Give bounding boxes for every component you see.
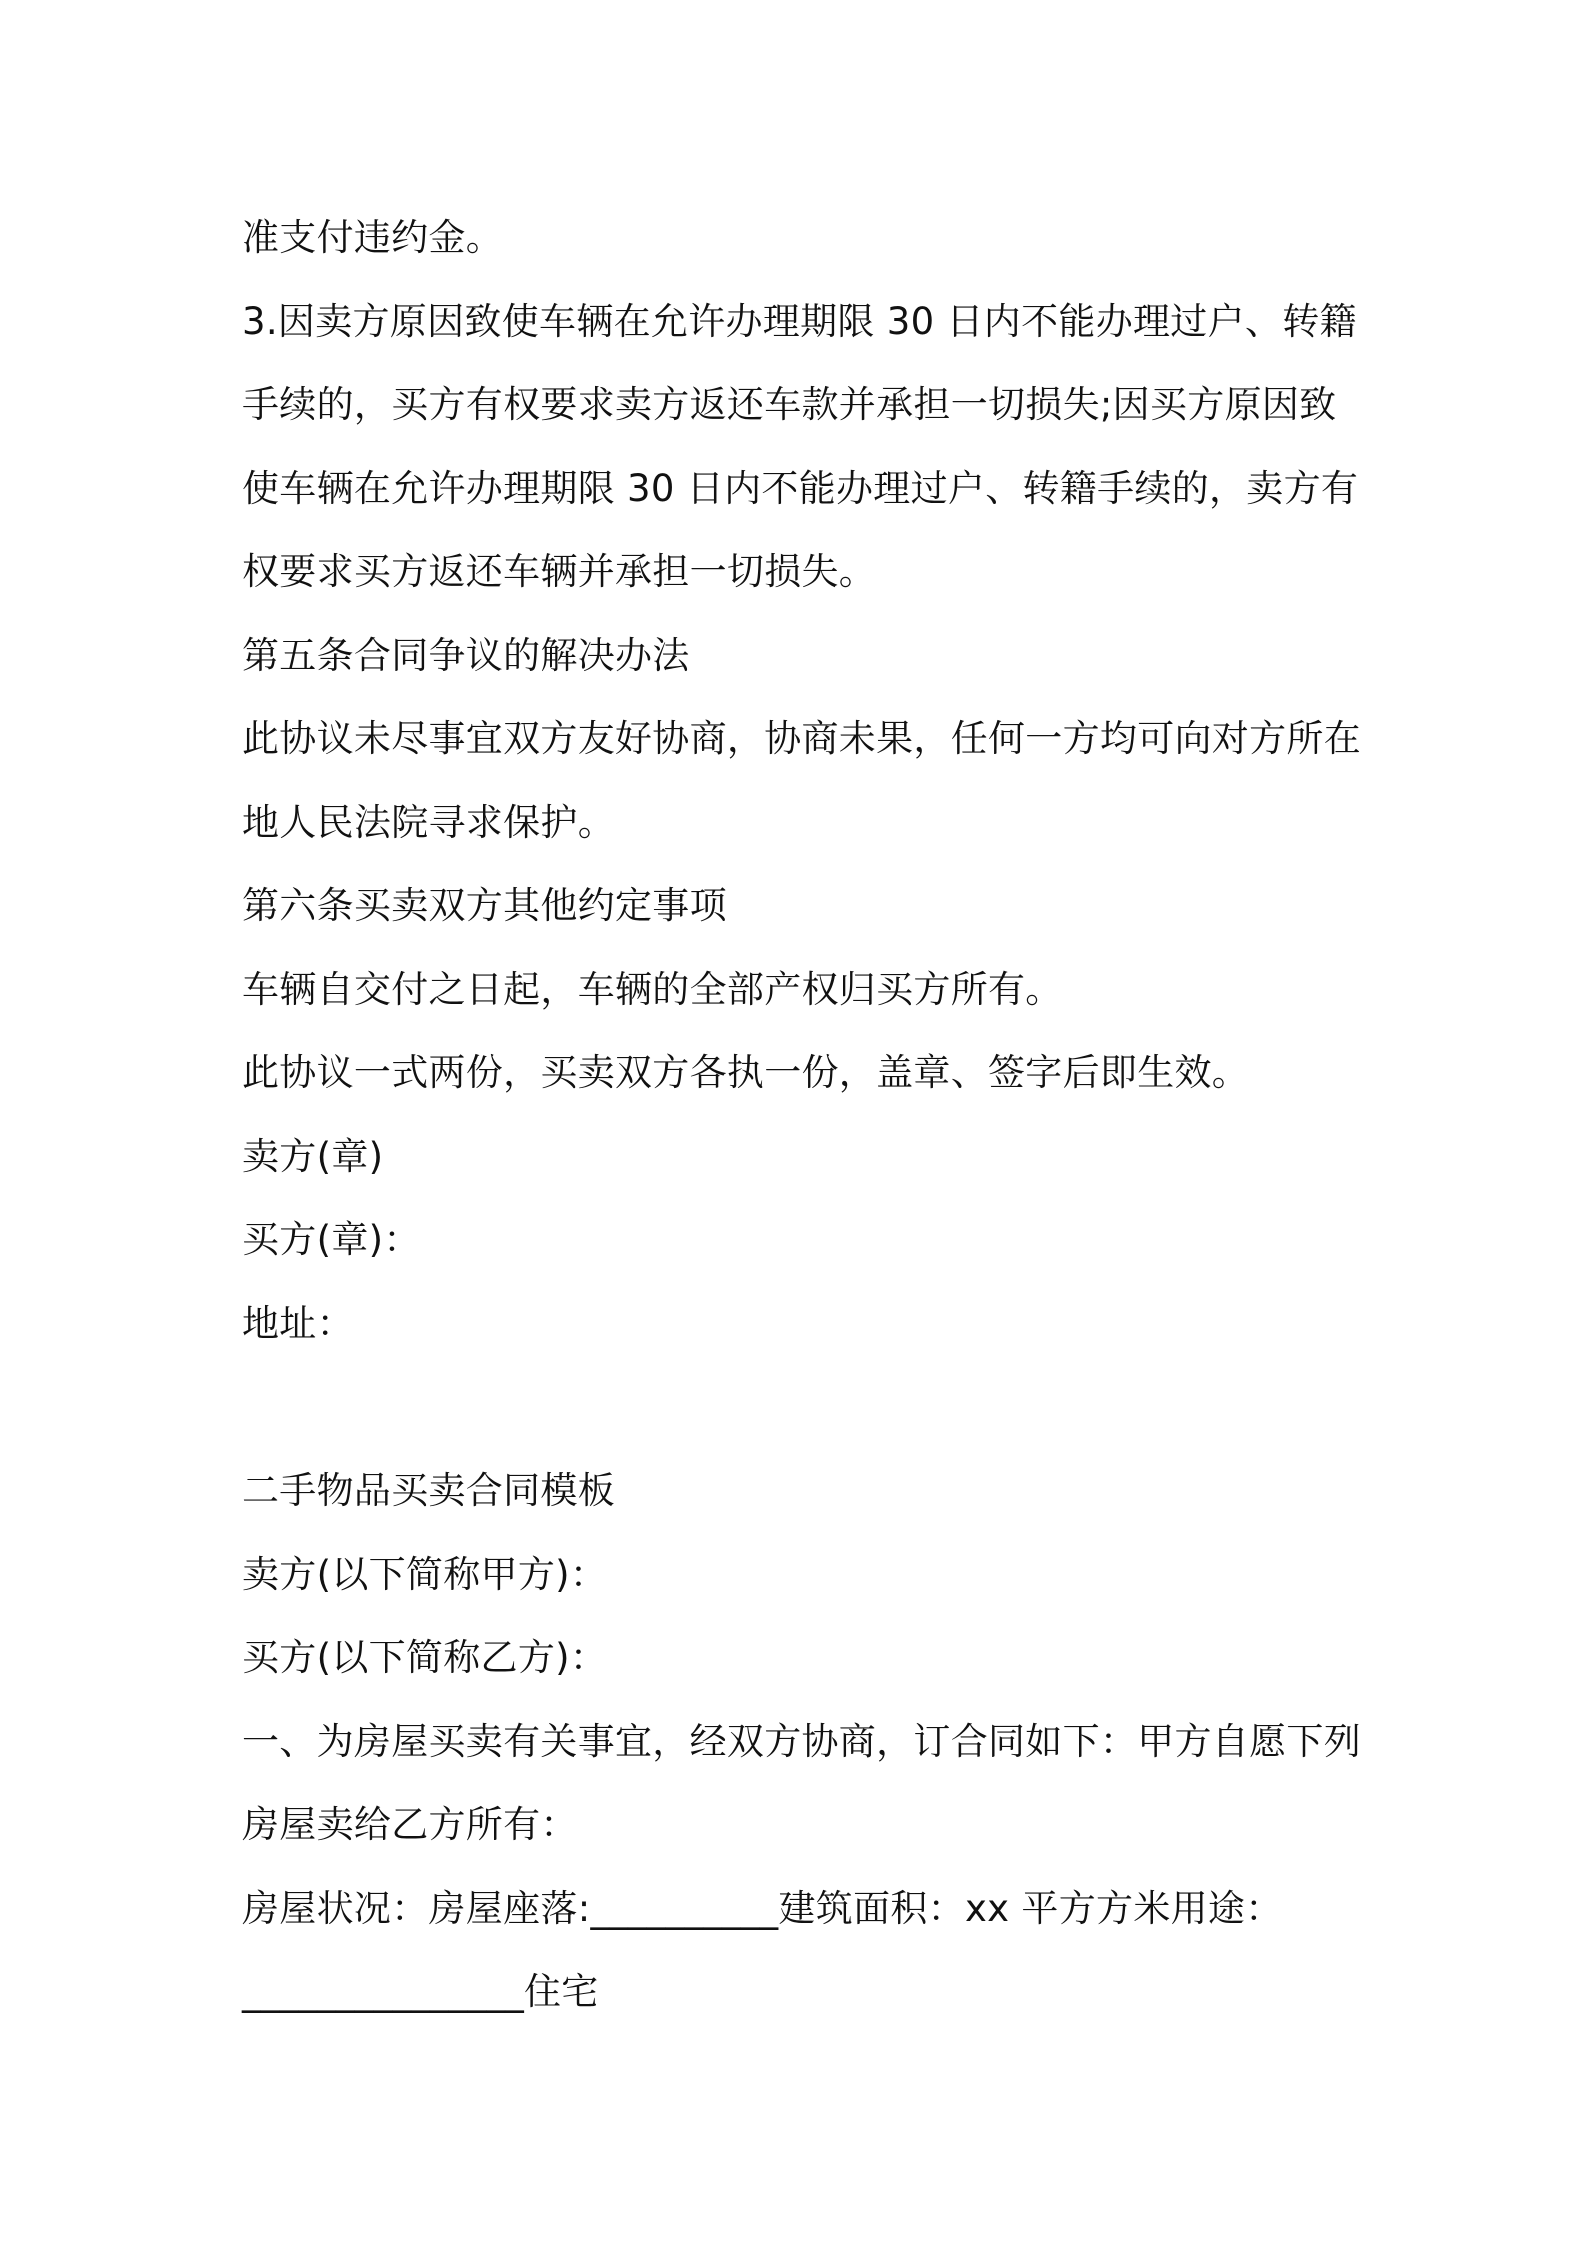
- address-label: 地址：: [242, 1301, 354, 1345]
- text-line-clause-3-c: 使车辆在允许办理期限 30 日内不能办理过户、转籍手续的，卖方有: [242, 466, 1359, 510]
- text-line-clause-3-b: 手续的，买方有权要求卖方返还车款并承担一切损失;因买方原因致: [242, 383, 1337, 426]
- text-line-ownership: 车辆自交付之日起，车辆的全部产权归买方所有。: [242, 967, 1063, 1011]
- seller-seal-label: 卖方(章): [242, 1134, 384, 1178]
- text-line-copies: 此协议一式两份，买卖双方各执一份，盖章、签字后即生效。: [242, 1051, 1250, 1094]
- text-line-dispute-b: 地人民法院寻求保护。: [242, 800, 615, 844]
- buyer-seal-label: 买方(章)：: [242, 1218, 421, 1261]
- text-line-house-use: _______________住宅: [242, 1970, 599, 2013]
- heading-article-5: 第五条合同争议的解决办法: [242, 633, 690, 677]
- text-line-clause-3-a: 3.因卖方原因致使车辆在允许办理期限 30 日内不能办理过户、转籍: [242, 299, 1357, 343]
- template-title: 二手物品买卖合同模板: [242, 1469, 615, 1512]
- heading-article-6: 第六条买卖双方其他约定事项: [242, 884, 727, 927]
- party-a-label: 卖方(以下简称甲方)：: [242, 1552, 608, 1596]
- section-gap: [242, 1365, 1362, 1449]
- text-line-clause-3-d: 权要求买方返还车辆并承担一切损失。: [242, 550, 877, 593]
- text-line-penalty-end: 准支付违约金。: [242, 216, 504, 259]
- text-line-agreement-b: 房屋卖给乙方所有：: [242, 1803, 578, 1846]
- text-line-house-status: 房屋状况：房屋座落:__________建筑面积：xx 平方方米用途：: [242, 1886, 1283, 1930]
- document-body: [242, 196, 1362, 2034]
- text-line-dispute-a: 此协议未尽事宜双方友好协商，协商未果，任何一方均可向对方所在: [242, 717, 1361, 760]
- text-line-agreement-a: 一、为房屋买卖有关事宜，经双方协商，订合同如下：甲方自愿下列: [242, 1719, 1361, 1763]
- party-b-label: 买方(以下简称乙方)：: [242, 1636, 608, 1679]
